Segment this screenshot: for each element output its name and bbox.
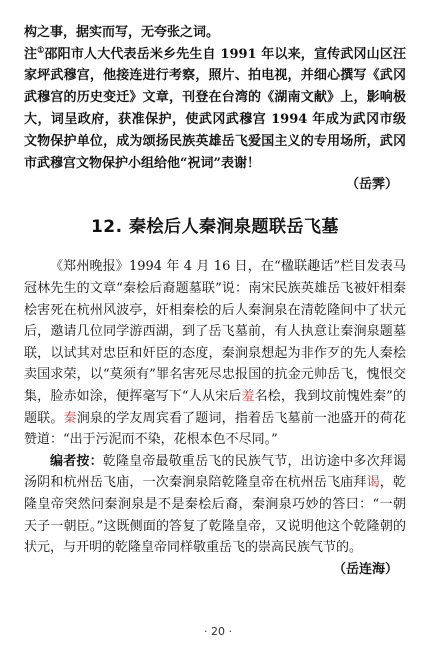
note-marker: ① <box>37 44 45 55</box>
para1-text-b: 名桧，我到坟前愧姓秦”的题联。 <box>24 388 406 426</box>
editor-note-paragraph <box>24 451 406 559</box>
para1-red-char-2: 秦 <box>63 410 77 426</box>
note-prefix: 注 <box>24 46 38 62</box>
section-title: 12. 秦桧后人秦涧泉题联岳飞墓 <box>90 217 340 238</box>
para1-red-char-1: 羞 <box>241 388 255 404</box>
para2-text-a: 乾隆皇帝最敬重岳飞的民族气节，出访途中多次拜谒汤阴和杭州岳飞庙，一次秦涧泉陪乾隆皇帝在杭州岳飞庙拜 <box>24 453 406 491</box>
para2-text-b: ，乾隆皇帝突然问秦涧泉是不是秦桧后裔，秦涧泉巧妙的答曰：“一朝天子一朝臣。”这既侧面的答复了乾隆皇帝，又说明他这个乾隆朝的状元，与开明的乾隆皇帝同样敬重岳飞的崇高民族气节的。 <box>24 475 406 556</box>
body-paragraph-1 <box>24 256 406 450</box>
note-text: 邵阳市人大代表岳米乡先生自 1991 年以来，宣传武冈山区汪家坪武穆宫，他接连进行考察，照片、拍电视，并细心撰写《武冈武穆宫的历史变迁》文章，刊登在台湾的《湖南文献》上，影响极大，词呈政府，获准保护，使武冈武穆宫 1994 年成为武冈市级文物保护单位，成为颂扬民族英雄岳飞爱国主义的专用场所，武冈市武穆宫文物保护小组给他“祝词”表谢！ <box>24 46 406 171</box>
note-signature: （岳霁） <box>345 177 398 193</box>
para1-text-a: 《郑州晚报》1994 年 4 月 16 日，在“楹联趣话”栏目发表马冠林先生的文章“秦桧后裔题墓联”说：南宋民族英雄岳飞被奸相秦桧害死在杭州风波亭，奸相秦桧的后人秦涧泉在清乾隆间中了状元后，邀请几位同学游西湖，到了岳飞墓前，有人执意让秦涧泉题墓联，以试其对忠臣和奸臣的态度，秦涧泉想起为非作歹的先人秦桧卖国求荣，以“莫须有”罪名害死尽忠报国的抗金元帅岳飞，愧恨交集，脸赤如涂，便挥毫写下“人从宋后 <box>24 259 406 404</box>
para2-red-char: 谒 <box>366 475 380 491</box>
editor-note-label: 编者按： <box>50 453 103 469</box>
page-number: · 20 · <box>204 625 232 638</box>
footnote <box>24 44 406 175</box>
continued-paragraph: 构之事，据实而写，无夸张之词。 <box>24 25 220 40</box>
para1-text-c: 涧泉的学友周宾看了题词，指着岳飞墓前一池盛开的荷花赞道：“出于污泥而不染，花根本色不尽同。” <box>24 410 406 448</box>
section-signature: （岳连海） <box>332 561 398 577</box>
